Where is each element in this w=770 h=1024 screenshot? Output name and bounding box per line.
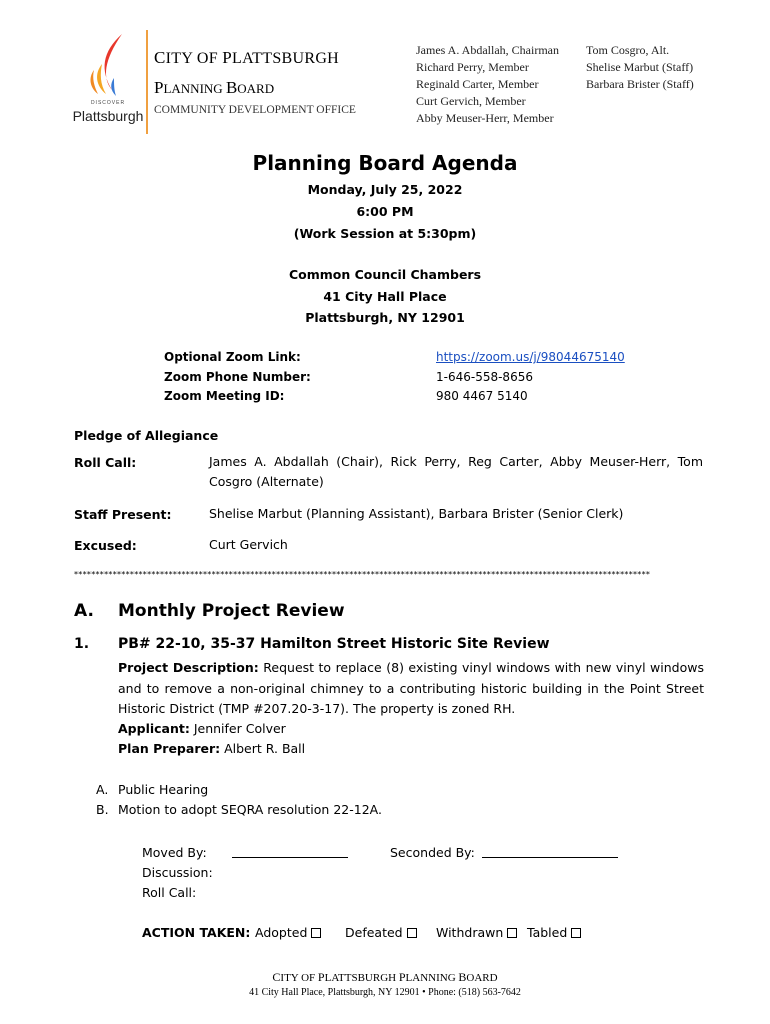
action-taken-label: ACTION TAKEN:	[142, 925, 251, 940]
logo-tagline: DISCOVER	[90, 100, 126, 106]
checkbox-icon[interactable]	[571, 928, 581, 938]
moved-by-blank	[232, 846, 348, 858]
org-subtitle: PLANNING BOARD	[154, 78, 275, 97]
work-session-time: (Work Session at 5:30pm)	[293, 226, 477, 241]
excused-value: Curt Gervich	[209, 537, 288, 552]
option-seqra-motion: B. Motion to adopt SEQRA resolution 22-12A.	[96, 802, 382, 817]
zoom-phone-value: 1-646-558-8656	[436, 370, 533, 384]
location-room: Common Council Chambers	[288, 267, 482, 282]
member-item: Reginald Carter, Member	[416, 77, 539, 91]
plan-preparer: Plan Preparer: Albert R. Ball	[118, 741, 306, 756]
discussion-label: Discussion:	[142, 865, 213, 880]
applicant: Applicant: Jennifer Colver	[118, 721, 286, 736]
staff-item: Tom Cosgro, Alt.	[586, 43, 670, 57]
staff-item: Barbara Brister (Staff)	[586, 77, 694, 91]
checkbox-icon[interactable]	[507, 928, 517, 938]
section-letter: A.	[74, 601, 94, 621]
zoom-id-value: 980 4467 5140	[436, 389, 528, 403]
moved-by-label: Moved By:	[142, 845, 207, 860]
item-number: 1.	[74, 636, 90, 652]
member-item: Curt Gervich, Member	[416, 94, 526, 108]
header-divider	[146, 30, 148, 134]
project-description: Project Description: Request to replace (8) existing vinyl windows with new vinyl windows and to remove a non-original chimney to a contributing historic building in the Point Street Historic District (TMP #207.20-3-17). The property is zoned RH.	[118, 660, 704, 716]
member-item: Richard Perry, Member	[416, 60, 529, 74]
zoom-id-label: Zoom Meeting ID:	[164, 389, 285, 403]
footer-contact: 41 City Hall Place, Plattsburgh, NY 12901 • Phone: (518) 563-7642	[249, 987, 521, 998]
flame-logo-icon	[72, 30, 144, 100]
zoom-link-label: Optional Zoom Link:	[164, 350, 301, 364]
option-public-hearing: A. Public Hearing	[96, 782, 209, 797]
seconded-by-blank	[482, 846, 618, 858]
office-name: COMMUNITY DEVELOPMENT OFFICE	[154, 104, 356, 116]
excused-label: Excused:	[74, 538, 137, 553]
logo-wordmark: Plattsburgh	[72, 108, 144, 124]
checkbox-icon[interactable]	[311, 928, 321, 938]
section-title: Monthly Project Review	[118, 601, 345, 621]
action-tabled[interactable]: Tabled	[527, 925, 581, 940]
item-title: PB# 22-10, 35-37 Hamilton Street Historic Site Review	[118, 636, 550, 652]
agenda-title: Planning Board Agenda	[252, 151, 518, 175]
roll-call-value: James A. Abdallah (Chair), Rick Perry, Reg Carter, Abby Meuser-Herr, Tom Cosgro (Alternate)	[209, 454, 703, 489]
staff-present-value: Shelise Marbut (Planning Assistant), Barbara Brister (Senior Clerk)	[209, 506, 624, 521]
member-item: James A. Abdallah, Chairman	[416, 43, 559, 57]
meeting-date: Monday, July 25, 2022	[307, 182, 463, 197]
footer-org-name: CITY OF PLATTSBURGH PLANNING BOARD	[272, 970, 498, 984]
seconded-by-label: Seconded By:	[390, 845, 475, 860]
member-item: Abby Meuser-Herr, Member	[416, 111, 554, 125]
org-title: CITY OF PLATTSBURGH	[154, 48, 340, 67]
meeting-time: 6:00 PM	[356, 204, 414, 219]
location-city: Plattsburgh, NY 12901	[305, 310, 465, 325]
section-separator: **************************************************************************************************************************************	[74, 570, 651, 579]
zoom-link[interactable]: https://zoom.us/j/98044675140	[436, 350, 625, 364]
city-logo	[72, 30, 144, 130]
location-street: 41 City Hall Place	[323, 289, 447, 304]
roll-call-label: Roll Call:	[74, 455, 137, 470]
action-defeated[interactable]: Defeated	[345, 925, 417, 940]
board-members-list	[416, 42, 559, 127]
staff-present-label: Staff Present:	[74, 507, 172, 522]
action-withdrawn[interactable]: Withdrawn	[436, 925, 517, 940]
staff-list	[586, 42, 694, 93]
staff-item: Shelise Marbut (Staff)	[586, 60, 694, 74]
action-adopted[interactable]: Adopted	[255, 925, 321, 940]
zoom-phone-label: Zoom Phone Number:	[164, 370, 311, 384]
org-name-block	[154, 48, 356, 116]
checkbox-icon[interactable]	[407, 928, 417, 938]
pledge-heading: Pledge of Allegiance	[74, 428, 219, 443]
roll-call-vote-label: Roll Call:	[142, 885, 197, 900]
